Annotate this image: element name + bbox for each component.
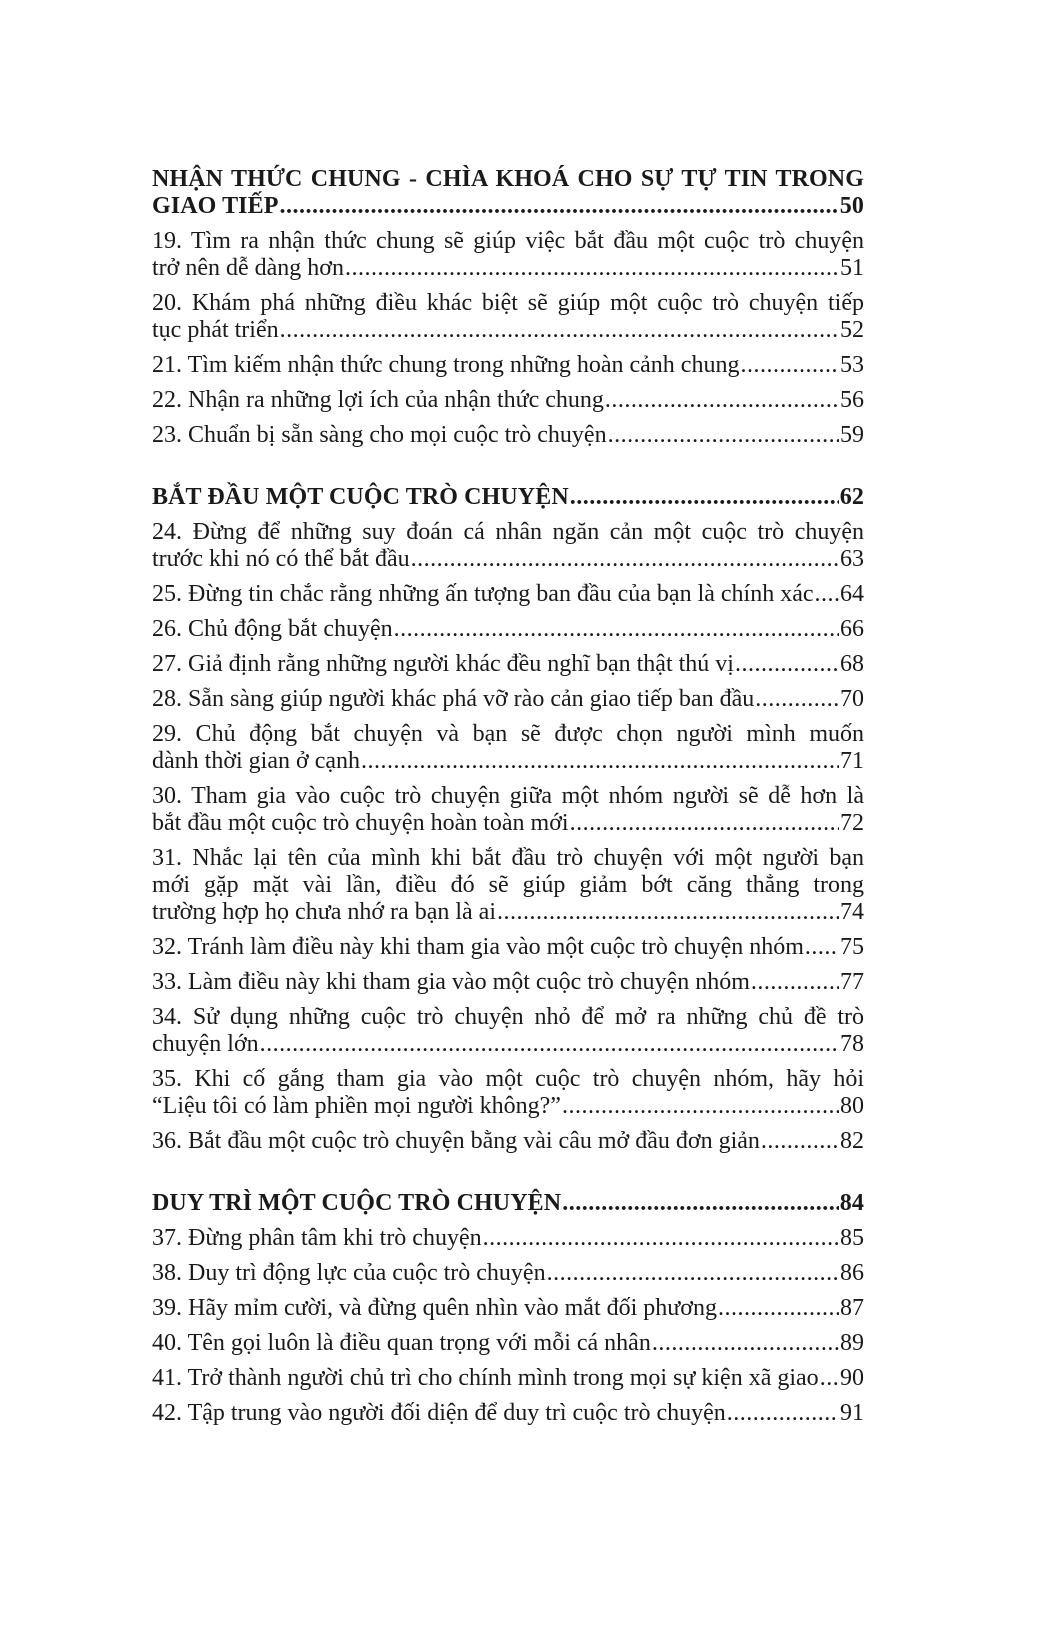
entry-row [152, 1128, 864, 1155]
entry-title-line: 27. Giả định rằng những người khác đều nghĩ bạn thật thú vị [152, 651, 734, 677]
entry-row [152, 422, 864, 449]
section-title-line: GIAO TIẾP [152, 193, 279, 219]
entry-title-line: 29. Chủ động bắt chuyện và bạn sẽ được chọn người mình muốn [152, 721, 864, 747]
dot-leader [280, 317, 839, 344]
entry-title-line: trước khi nó có thể bắt đầu [152, 546, 410, 572]
dot-leader [394, 616, 839, 643]
page-number: 89 [840, 1330, 864, 1356]
entry-row [152, 651, 864, 678]
dot-leader [718, 1295, 839, 1322]
dot-leader [260, 1031, 839, 1058]
dot-leader [820, 1365, 839, 1392]
entry-title-line: 24. Đừng để những suy đoán cá nhân ngăn cản một cuộc trò chuyện [152, 519, 864, 545]
entry-row [152, 810, 864, 837]
dot-leader [562, 1190, 839, 1217]
entry-row [152, 1365, 864, 1392]
page-number: 86 [840, 1260, 864, 1286]
entry-title-line: 34. Sử dụng những cuộc trò chuyện nhỏ để mở ra những chủ đề trò [152, 1004, 864, 1030]
dot-leader [761, 1128, 839, 1155]
entry-title-line: 19. Tìm ra nhận thức chung sẽ giúp việc bắt đầu một cuộc trò chuyện [152, 228, 864, 254]
toc-entry[interactable] [152, 1225, 864, 1252]
entry-row [152, 1225, 864, 1252]
dot-leader [345, 255, 839, 282]
toc-entry[interactable] [152, 934, 864, 961]
toc-entry[interactable] [152, 228, 864, 282]
entry-title-line: chuyện lớn [152, 1031, 259, 1057]
entry-row [152, 317, 864, 344]
toc-entry[interactable] [152, 1260, 864, 1287]
page-number: 77 [840, 969, 864, 995]
toc-entry[interactable] [152, 1295, 864, 1322]
entry-row [152, 686, 864, 713]
entry-title-line: 30. Tham gia vào cuộc trò chuyện giữa một nhóm người sẽ dễ hơn là [152, 783, 864, 809]
entry-row [152, 899, 864, 926]
dot-leader [280, 193, 839, 220]
dot-leader [570, 484, 839, 511]
toc-entry[interactable] [152, 1400, 864, 1427]
entry-row [152, 1295, 864, 1322]
page-number: 64 [840, 581, 864, 607]
dot-leader [751, 969, 839, 996]
entry-title-line: mới gặp mặt vài lần, điều đó sẽ giúp giảm bớt căng thẳng trong [152, 872, 864, 898]
dot-leader [411, 546, 839, 573]
dot-leader [608, 422, 839, 449]
page-number: 71 [840, 748, 864, 774]
toc-entry[interactable] [152, 581, 864, 608]
entry-title-line: 25. Đừng tin chắc rằng những ấn tượng ban đầu của bạn là chính xác [152, 581, 814, 607]
entry-title-line: 35. Khi cố gắng tham gia vào một cuộc trò chuyện nhóm, hãy hỏi [152, 1066, 864, 1092]
toc-entry[interactable] [152, 290, 864, 344]
section-title-line: BẮT ĐẦU MỘT CUỘC TRÒ CHUYỆN [152, 484, 569, 510]
entry-title-line: 28. Sẵn sàng giúp người khác phá vỡ rào cản giao tiếp ban đầu [152, 686, 755, 712]
dot-leader [497, 899, 839, 926]
entry-title-line: 36. Bắt đầu một cuộc trò chuyện bằng vài câu mở đầu đơn giản [152, 1128, 760, 1154]
page-number: 85 [840, 1225, 864, 1251]
entry-title-line: 31. Nhắc lại tên của mình khi bắt đầu trò chuyện với một người bạn [152, 845, 864, 871]
dot-leader [483, 1225, 839, 1252]
entry-title-line: 37. Đừng phân tâm khi trò chuyện [152, 1225, 482, 1251]
page-number: 62 [839, 484, 864, 510]
section-title-row [152, 193, 864, 220]
dot-leader [740, 352, 839, 379]
page-number: 78 [840, 1031, 864, 1057]
entry-title-line: 20. Khám phá những điều khác biệt sẽ giúp một cuộc trò chuyện tiếp [152, 290, 864, 316]
page-number: 51 [840, 255, 864, 281]
dot-leader [562, 1093, 839, 1120]
entry-row [152, 352, 864, 379]
toc-entry[interactable] [152, 969, 864, 996]
dot-leader [547, 1260, 839, 1287]
page-number: 63 [840, 546, 864, 572]
page-number: 53 [840, 352, 864, 378]
dot-leader [605, 387, 839, 414]
dot-leader [735, 651, 839, 678]
entry-title-line: bắt đầu một cuộc trò chuyện hoàn toàn mới [152, 810, 569, 836]
toc-entry[interactable] [152, 721, 864, 775]
dot-leader [727, 1400, 839, 1427]
section-heading[interactable] [152, 1190, 864, 1217]
section-title-row [152, 1190, 864, 1217]
page-number: 52 [840, 317, 864, 343]
entry-row [152, 969, 864, 996]
toc-entry[interactable] [152, 1330, 864, 1357]
entry-title-line: tục phát triển [152, 317, 279, 343]
page-number: 84 [839, 1190, 864, 1216]
toc-entry[interactable] [152, 352, 864, 379]
entry-title-line: trở nên dễ dàng hơn [152, 255, 344, 281]
section-title-row [152, 484, 864, 511]
entry-row [152, 616, 864, 643]
entry-row [152, 1031, 864, 1058]
entry-title-line: 38. Duy trì động lực của cuộc trò chuyện [152, 1260, 546, 1286]
entry-title-line: 39. Hãy mỉm cười, và đừng quên nhìn vào mắt đối phương [152, 1295, 717, 1321]
dot-leader [570, 810, 839, 837]
dot-leader [361, 748, 839, 775]
page-number: 87 [840, 1295, 864, 1321]
section-title-line: NHẬN THỨC CHUNG - CHÌA KHOÁ CHO SỰ TỰ TIN TRONG [152, 166, 864, 192]
entry-title-line: trường hợp họ chưa nhớ ra bạn là ai [152, 899, 496, 925]
entry-title-line: 41. Trở thành người chủ trì cho chính mình trong mọi sự kiện xã giao [152, 1365, 819, 1391]
section-heading[interactable] [152, 484, 864, 511]
toc-entry[interactable] [152, 686, 864, 713]
toc-entry[interactable] [152, 1066, 864, 1120]
entry-row [152, 1400, 864, 1427]
toc-entry[interactable] [152, 1128, 864, 1155]
dot-leader [652, 1330, 839, 1357]
section-title-line: DUY TRÌ MỘT CUỘC TRÒ CHUYỆN [152, 1190, 562, 1216]
entry-title-line: 23. Chuẩn bị sẵn sàng cho mọi cuộc trò chuyện [152, 422, 607, 448]
entry-title-line: dành thời gian ở cạnh [152, 748, 360, 774]
entry-title-line: 32. Tránh làm điều này khi tham gia vào một cuộc trò chuyện nhóm [152, 934, 804, 960]
toc-entry[interactable] [152, 783, 864, 837]
toc-entry[interactable] [152, 387, 864, 414]
toc-entry[interactable] [152, 1365, 864, 1392]
toc-entry[interactable] [152, 616, 864, 643]
toc-entry[interactable] [152, 845, 864, 926]
entry-row [152, 1330, 864, 1357]
toc-entry[interactable] [152, 651, 864, 678]
toc-section [152, 166, 864, 449]
section-heading[interactable] [152, 166, 864, 220]
entry-title-line: 26. Chủ động bắt chuyện [152, 616, 393, 642]
dot-leader [815, 581, 839, 608]
entry-row [152, 387, 864, 414]
page-number: 91 [840, 1400, 864, 1426]
entry-row [152, 581, 864, 608]
entry-title-line: 22. Nhận ra những lợi ích của nhận thức chung [152, 387, 604, 413]
page-number: 82 [840, 1128, 864, 1154]
page-number: 50 [839, 193, 864, 219]
toc-entry[interactable] [152, 1004, 864, 1058]
toc-entry[interactable] [152, 519, 864, 573]
toc-section [152, 484, 864, 1155]
entry-title-line: 33. Làm điều này khi tham gia vào một cuộc trò chuyện nhóm [152, 969, 750, 995]
entry-row [152, 934, 864, 961]
entry-row [152, 1260, 864, 1287]
entry-row [152, 748, 864, 775]
entry-title-line: 40. Tên gọi luôn là điều quan trọng với mỗi cá nhân [152, 1330, 651, 1356]
entry-title-line: “Liệu tôi có làm phiền mọi người không?” [152, 1093, 561, 1119]
page-number: 90 [840, 1365, 864, 1391]
page-number: 74 [840, 899, 864, 925]
entry-row [152, 1093, 864, 1120]
page-number: 80 [840, 1093, 864, 1119]
page-number: 56 [840, 387, 864, 413]
page-number: 75 [840, 934, 864, 960]
page-number: 72 [840, 810, 864, 836]
table-of-contents [152, 166, 864, 1462]
page-number: 68 [840, 651, 864, 677]
page-number: 70 [840, 686, 864, 712]
toc-section [152, 1190, 864, 1427]
toc-entry[interactable] [152, 422, 864, 449]
page-number: 59 [840, 422, 864, 448]
page-number: 66 [840, 616, 864, 642]
entry-title-line: 42. Tập trung vào người đối diện để duy trì cuộc trò chuyện [152, 1400, 726, 1426]
entry-row [152, 546, 864, 573]
entry-row [152, 255, 864, 282]
entry-title-line: 21. Tìm kiếm nhận thức chung trong những hoàn cảnh chung [152, 352, 740, 378]
dot-leader [755, 686, 839, 713]
dot-leader [805, 934, 839, 961]
